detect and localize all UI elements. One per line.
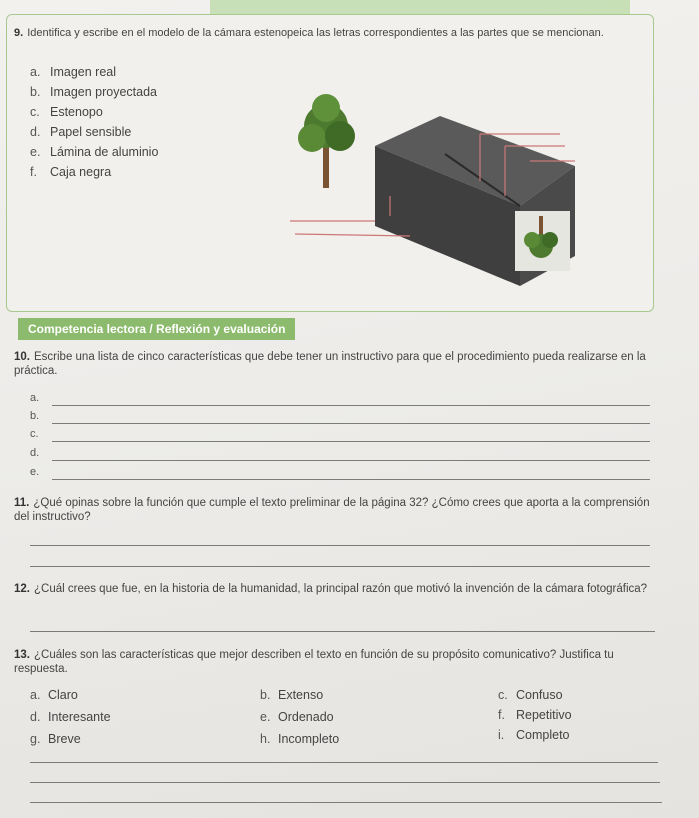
answer-line[interactable] [52, 441, 650, 442]
option-label: Papel sensible [50, 125, 132, 139]
option-label: Extenso [278, 688, 324, 702]
option-letter: d. [30, 125, 41, 139]
option-item [30, 122, 158, 142]
option-item [30, 732, 81, 746]
option-item [30, 142, 158, 162]
question-text: ¿Cuáles son las características que mejor describen el texto en función de su propósito comunicativo? Justifica tu respuesta. [14, 649, 614, 675]
answer-letter: a. [30, 392, 40, 404]
question-9-options [30, 62, 158, 182]
option-label: Confuso [516, 688, 563, 702]
answer-line[interactable] [30, 566, 650, 567]
question-number: 9. [14, 27, 24, 39]
question-12-prompt [14, 582, 654, 596]
option-label: Claro [48, 688, 78, 702]
option-letter: e. [260, 710, 271, 724]
question-11-prompt [14, 496, 654, 524]
answer-line[interactable] [30, 802, 662, 803]
answer-line[interactable] [30, 762, 658, 763]
option-label: Caja negra [50, 165, 112, 179]
option-letter: f. [30, 165, 37, 179]
option-letter: e. [30, 145, 41, 159]
tree-icon [298, 94, 355, 188]
answer-line[interactable] [52, 460, 650, 461]
question-text: ¿Cuál crees que fue, en la historia de la humanidad, la principal razón que motivó la invención de la cámara fotográfica? [34, 583, 648, 595]
option-item [260, 710, 334, 724]
tape-strip [210, 0, 630, 14]
answer-line[interactable] [30, 545, 650, 546]
answer-letter: d. [30, 447, 40, 459]
pinhole-camera-diagram [290, 86, 590, 296]
option-letter: g. [30, 732, 41, 746]
option-letter: d. [30, 710, 41, 724]
option-label: Ordenado [278, 710, 334, 724]
option-item [30, 82, 158, 102]
question-13-prompt [14, 648, 654, 676]
question-number: 12. [14, 583, 30, 595]
option-label: Repetitivo [516, 708, 572, 722]
option-item [30, 162, 158, 182]
option-label: Imagen proyectada [50, 85, 158, 99]
banner-prefix: Competencia lectora / [28, 322, 157, 336]
option-item [30, 62, 158, 82]
option-item [498, 728, 570, 742]
option-label: Completo [516, 728, 570, 742]
banner-title: Reflexión y evaluación [156, 322, 286, 336]
section-banner [18, 318, 295, 340]
option-label: Imagen real [50, 65, 117, 79]
option-letter: c. [30, 105, 40, 119]
option-item [498, 688, 563, 702]
option-letter: i. [498, 728, 505, 742]
option-letter: a. [30, 688, 41, 702]
answer-line[interactable] [30, 782, 660, 783]
question-text: Escribe una lista de cinco características que debe tener un instructivo para que el procedimiento pueda realizarse en la práctica. [14, 351, 646, 377]
answer-line[interactable] [30, 631, 655, 632]
option-letter: h. [260, 732, 271, 746]
label-pointer [295, 234, 410, 236]
option-letter: b. [260, 688, 271, 702]
option-letter: c. [498, 688, 508, 702]
answer-line[interactable] [52, 479, 650, 480]
option-item [260, 732, 339, 746]
option-item [260, 688, 323, 702]
question-text: ¿Qué opinas sobre la función que cumple el texto preliminar de la página 32? ¿Cómo crees que aporta a la comprensión del instructivo? [14, 497, 650, 523]
question-number: 10. [14, 351, 30, 363]
question-text: Identifica y escribe en el modelo de la cámara estenopeica las letras correspondientes a las partes que se mencionan. [27, 27, 604, 39]
option-item [30, 710, 111, 724]
option-item [30, 102, 158, 122]
answer-line[interactable] [52, 405, 650, 406]
option-letter: a. [30, 65, 41, 79]
option-label: Incompleto [278, 732, 340, 746]
option-label: Breve [48, 732, 81, 746]
question-9-prompt [14, 26, 634, 40]
answer-letter: b. [30, 410, 40, 422]
option-item [30, 688, 78, 702]
option-letter: f. [498, 708, 505, 722]
question-number: 11. [14, 497, 30, 509]
option-item [498, 708, 572, 722]
answer-letter: e. [30, 466, 40, 478]
option-label: Interesante [48, 710, 111, 724]
question-10-prompt [14, 350, 654, 378]
answer-line[interactable] [52, 423, 650, 424]
question-number: 13. [14, 649, 30, 661]
option-label: Estenopo [50, 105, 103, 119]
option-letter: b. [30, 85, 41, 99]
option-label: Lámina de aluminio [50, 145, 159, 159]
answer-letter: c. [30, 428, 39, 440]
